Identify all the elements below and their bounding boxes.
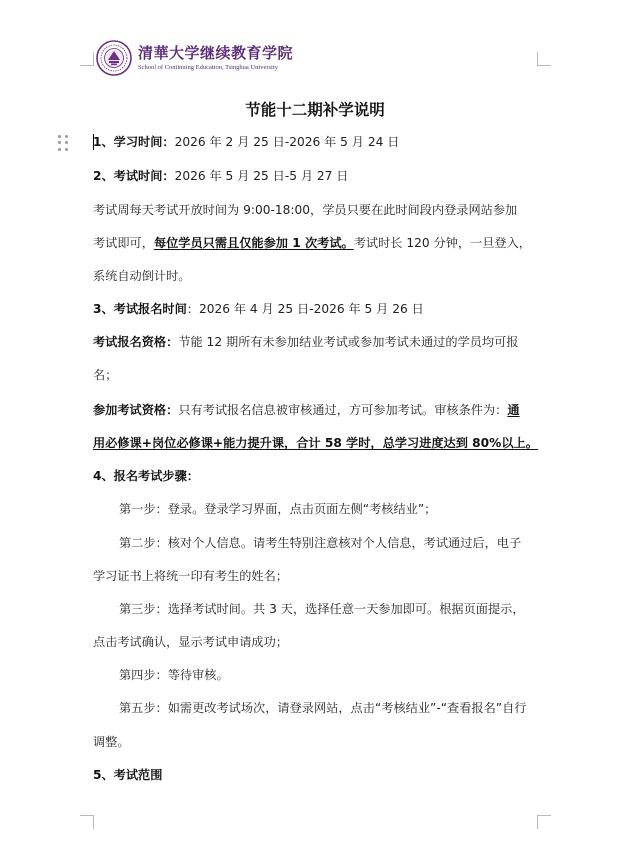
exam-rule-text: 考试即可， <box>93 236 154 250</box>
university-seal-icon <box>96 40 132 76</box>
registration-qualification-line[interactable] <box>93 334 518 350</box>
exam-qualification-emphasis-line[interactable]: 用必修课+岗位必修课+能力提升课，合计 58 学时，总学习进度达到 80%以上。 <box>93 436 538 450</box>
step-five-continued[interactable]: 调整。 <box>93 735 130 749</box>
exam-qualification-emphasis: 通 <box>507 403 520 417</box>
registration-time-label: 3、考试报名时间 <box>93 302 187 316</box>
steps-heading[interactable]: 4、报名考试步骤： <box>93 469 199 483</box>
logo-english-name: School of Continuing Education, Tsinghua University <box>138 64 278 71</box>
exam-qualification-label: 参加考试资格： <box>93 403 179 417</box>
step-five[interactable]: 第五步：如需更改考试场次，请登录网站，点击“考核结业”-“查看报名”自行 <box>119 701 527 715</box>
registration-time-line[interactable] <box>93 301 424 317</box>
page-corner-mark <box>80 815 94 829</box>
exam-time-line[interactable] <box>93 168 348 184</box>
document-title: 节能十二期补学说明 <box>245 101 385 119</box>
page-corner-mark <box>537 52 551 66</box>
header-logo <box>96 40 293 76</box>
exam-rule-text: 考试时长 120 分钟，一旦登入， <box>353 236 531 250</box>
exam-time-label: 2、考试时间： <box>93 169 175 183</box>
step-three-continued[interactable]: 点击考试确认，显示考试申请成功； <box>93 635 288 649</box>
registration-qualification-text: 节能 12 期所有未参加结业考试或参加考试未通过的学员均可报 <box>178 335 519 349</box>
block-drag-handle-icon[interactable] <box>58 135 68 151</box>
exam-time-paragraph-line[interactable]: 系统自动倒计时。 <box>93 269 191 283</box>
registration-qualification-line[interactable]: 名； <box>93 368 118 382</box>
exam-qualification-line[interactable] <box>93 402 520 418</box>
step-three[interactable]: 第三步：选择考试时间。共 3 天，选择任意一天参加即可。根据页面提示， <box>119 602 525 616</box>
exam-time-paragraph-line[interactable]: 考试周每天考试开放时间为 9:00-18:00，学员只要在此时间段内登录网站参加 <box>93 203 518 217</box>
page-corner-mark <box>537 815 551 829</box>
registration-time-value: ：2026 年 4 月 25 日-2026 年 5 月 26 日 <box>186 302 424 316</box>
study-time-label: 1、学习时间： <box>93 135 175 149</box>
scope-heading[interactable]: 5、考试范围 <box>93 768 163 782</box>
exam-qualification-text: 只有考试报名信息被审核通过，方可参加考试。审核条件为： <box>178 403 508 417</box>
study-time-value: 2026 年 2 月 25 日-2026 年 5 月 24 日 <box>174 135 400 149</box>
step-two-continued[interactable]: 学习证书上将统一印有考生的姓名； <box>93 569 288 583</box>
step-two[interactable]: 第二步：核对个人信息。请考生特别注意核对个人信息，考试通过后，电子 <box>119 536 522 550</box>
registration-qualification-label: 考试报名资格： <box>93 335 179 349</box>
exam-time-value: 2026 年 5 月 25 日-5 月 27 日 <box>174 169 349 183</box>
step-one[interactable]: 第一步：登录。登录学习界面，点击页面左侧“考核结业”； <box>119 502 437 516</box>
page-corner-mark <box>80 52 94 66</box>
exam-rule-emphasis: 每位学员只需且仅能参加 1 次考试。 <box>153 236 354 250</box>
logo-chinese-name: 清華大学继续教育学院 <box>138 44 294 62</box>
step-four[interactable]: 第四步：等待审核。 <box>119 668 229 682</box>
study-time-line[interactable] <box>93 134 399 150</box>
exam-time-paragraph-line[interactable] <box>93 235 531 251</box>
